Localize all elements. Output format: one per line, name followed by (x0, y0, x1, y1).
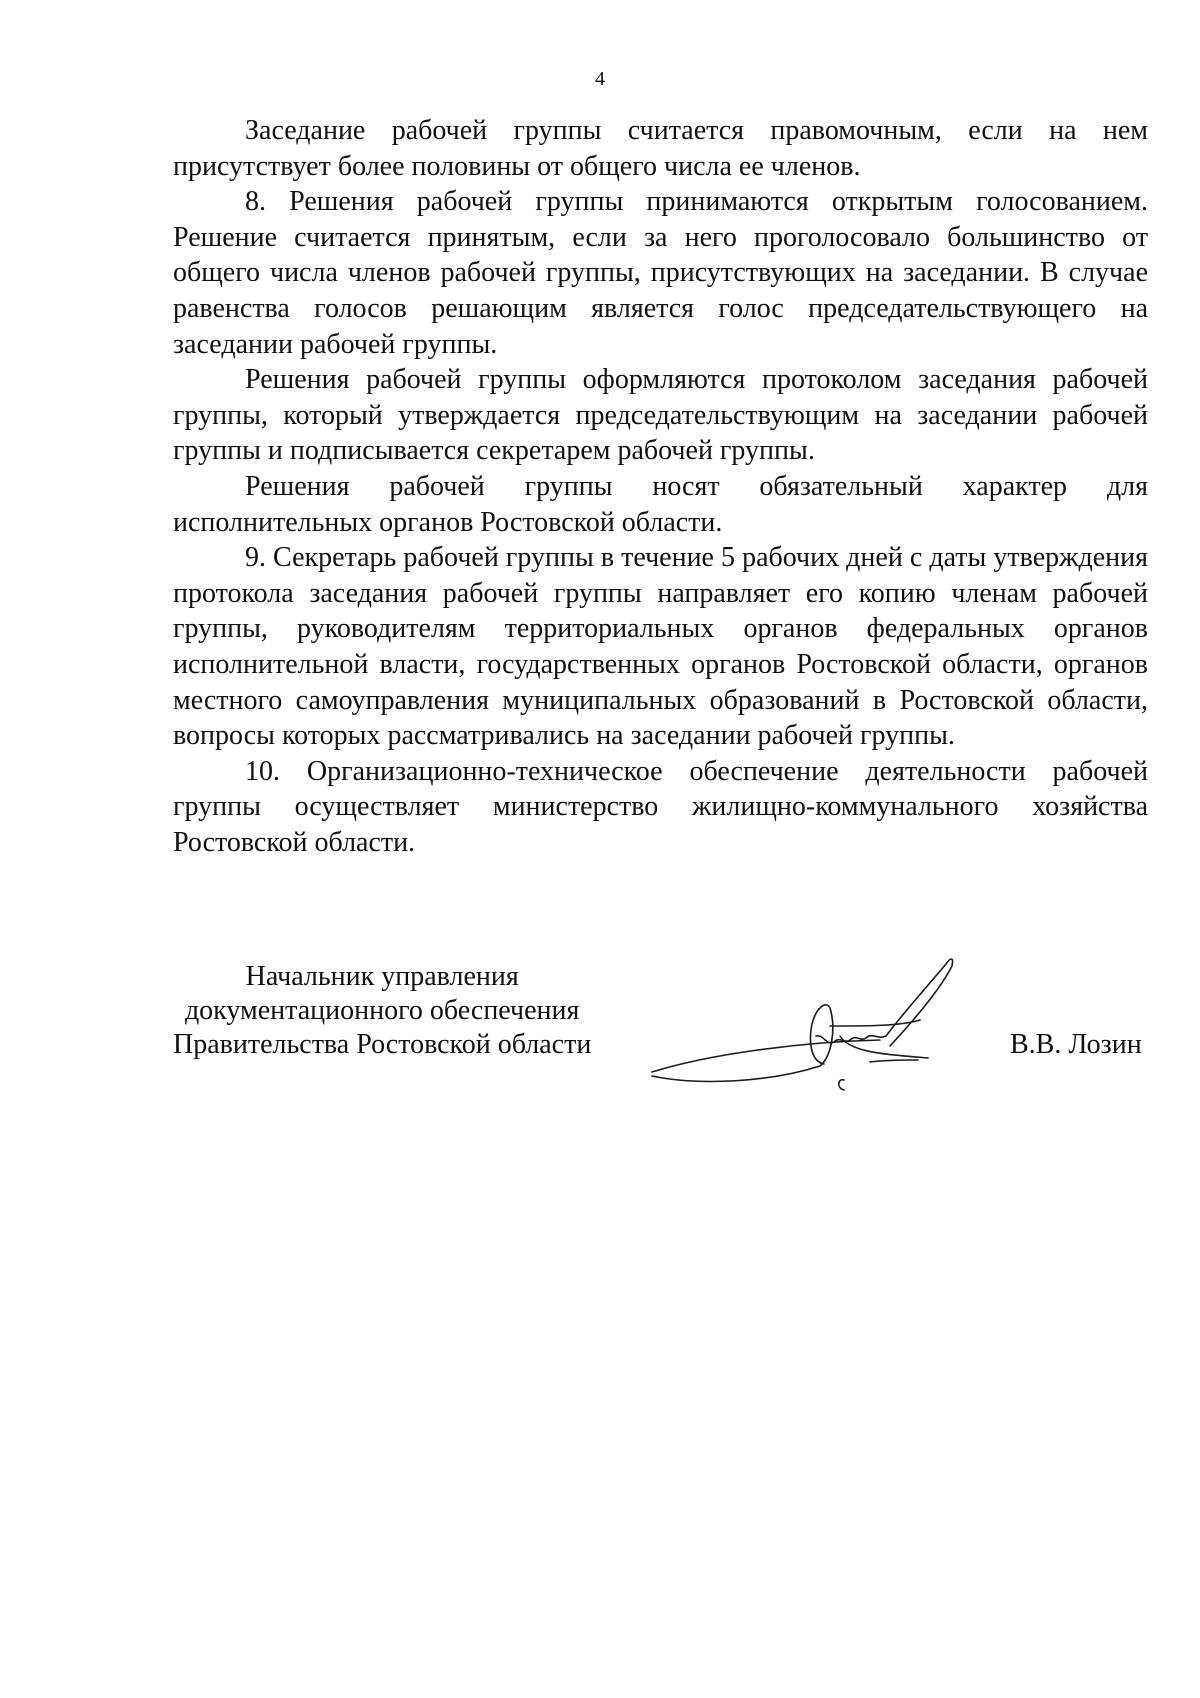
signature-stroke (830, 1020, 920, 1026)
signature-stroke (870, 1060, 918, 1062)
paragraph-item-9: 9. Секретарь рабочей группы в течение 5 рабочих дней с даты утверждения протокола заседания рабочей группы направляет его копию членам рабочей группы, руководителям территориальных органов федеральных органов исполнительной власти, государственных органов Ростовской области, органов местного самоуправления муниципальных образований в Ростовской области, вопросы которых рассматривались на заседании рабочей группы. (173, 542, 1148, 752)
signatory-name: В.В. Лозин (1010, 1029, 1142, 1060)
paragraph-protocol: Решения рабочей группы оформляются протоколом заседания рабочей группы, который утверждается председательствующим на заседании рабочей группы и подписывается секретарем рабочей группы. (173, 364, 1148, 467)
position-line: Начальник управления (245, 961, 519, 992)
signature-stroke (652, 1040, 880, 1072)
signatory-position (173, 960, 591, 1062)
signature-stroke (840, 1036, 928, 1058)
paragraph-item-10: 10. Организационно-техническое обеспечение деятельности рабочей группы осуществляет министерство жилищно-коммунального хозяйства Ростовской области. (173, 755, 1148, 858)
paragraph-binding-decisions: Решения рабочей группы носят обязательный характер для исполнительных органов Ростовской области. (173, 470, 1148, 538)
paragraph-item-8: 8. Решения рабочей группы принимаются открытым голосованием. Решение считается принятым, если за него проголосовало большинство от общего числа членов рабочей группы, присутствующих на заседании. В случае равенства голосов решающим является голос председательствующего на заседании рабочей группы. (173, 186, 1148, 360)
document-body (173, 113, 1148, 860)
position-line: документационного обеспечения (184, 995, 580, 1026)
handwritten-signature (650, 950, 990, 1100)
paragraph-quorum: Заседание рабочей группы считается правомочным, если на нем присутствует более половины от общего числа ее членов. (173, 115, 1148, 182)
signature-stroke (839, 1080, 844, 1090)
page-number: 4 (595, 68, 605, 90)
signature-stroke (652, 1005, 833, 1082)
signature-stroke (886, 959, 953, 1046)
position-line: Правительства Ростовской области (173, 1029, 592, 1060)
